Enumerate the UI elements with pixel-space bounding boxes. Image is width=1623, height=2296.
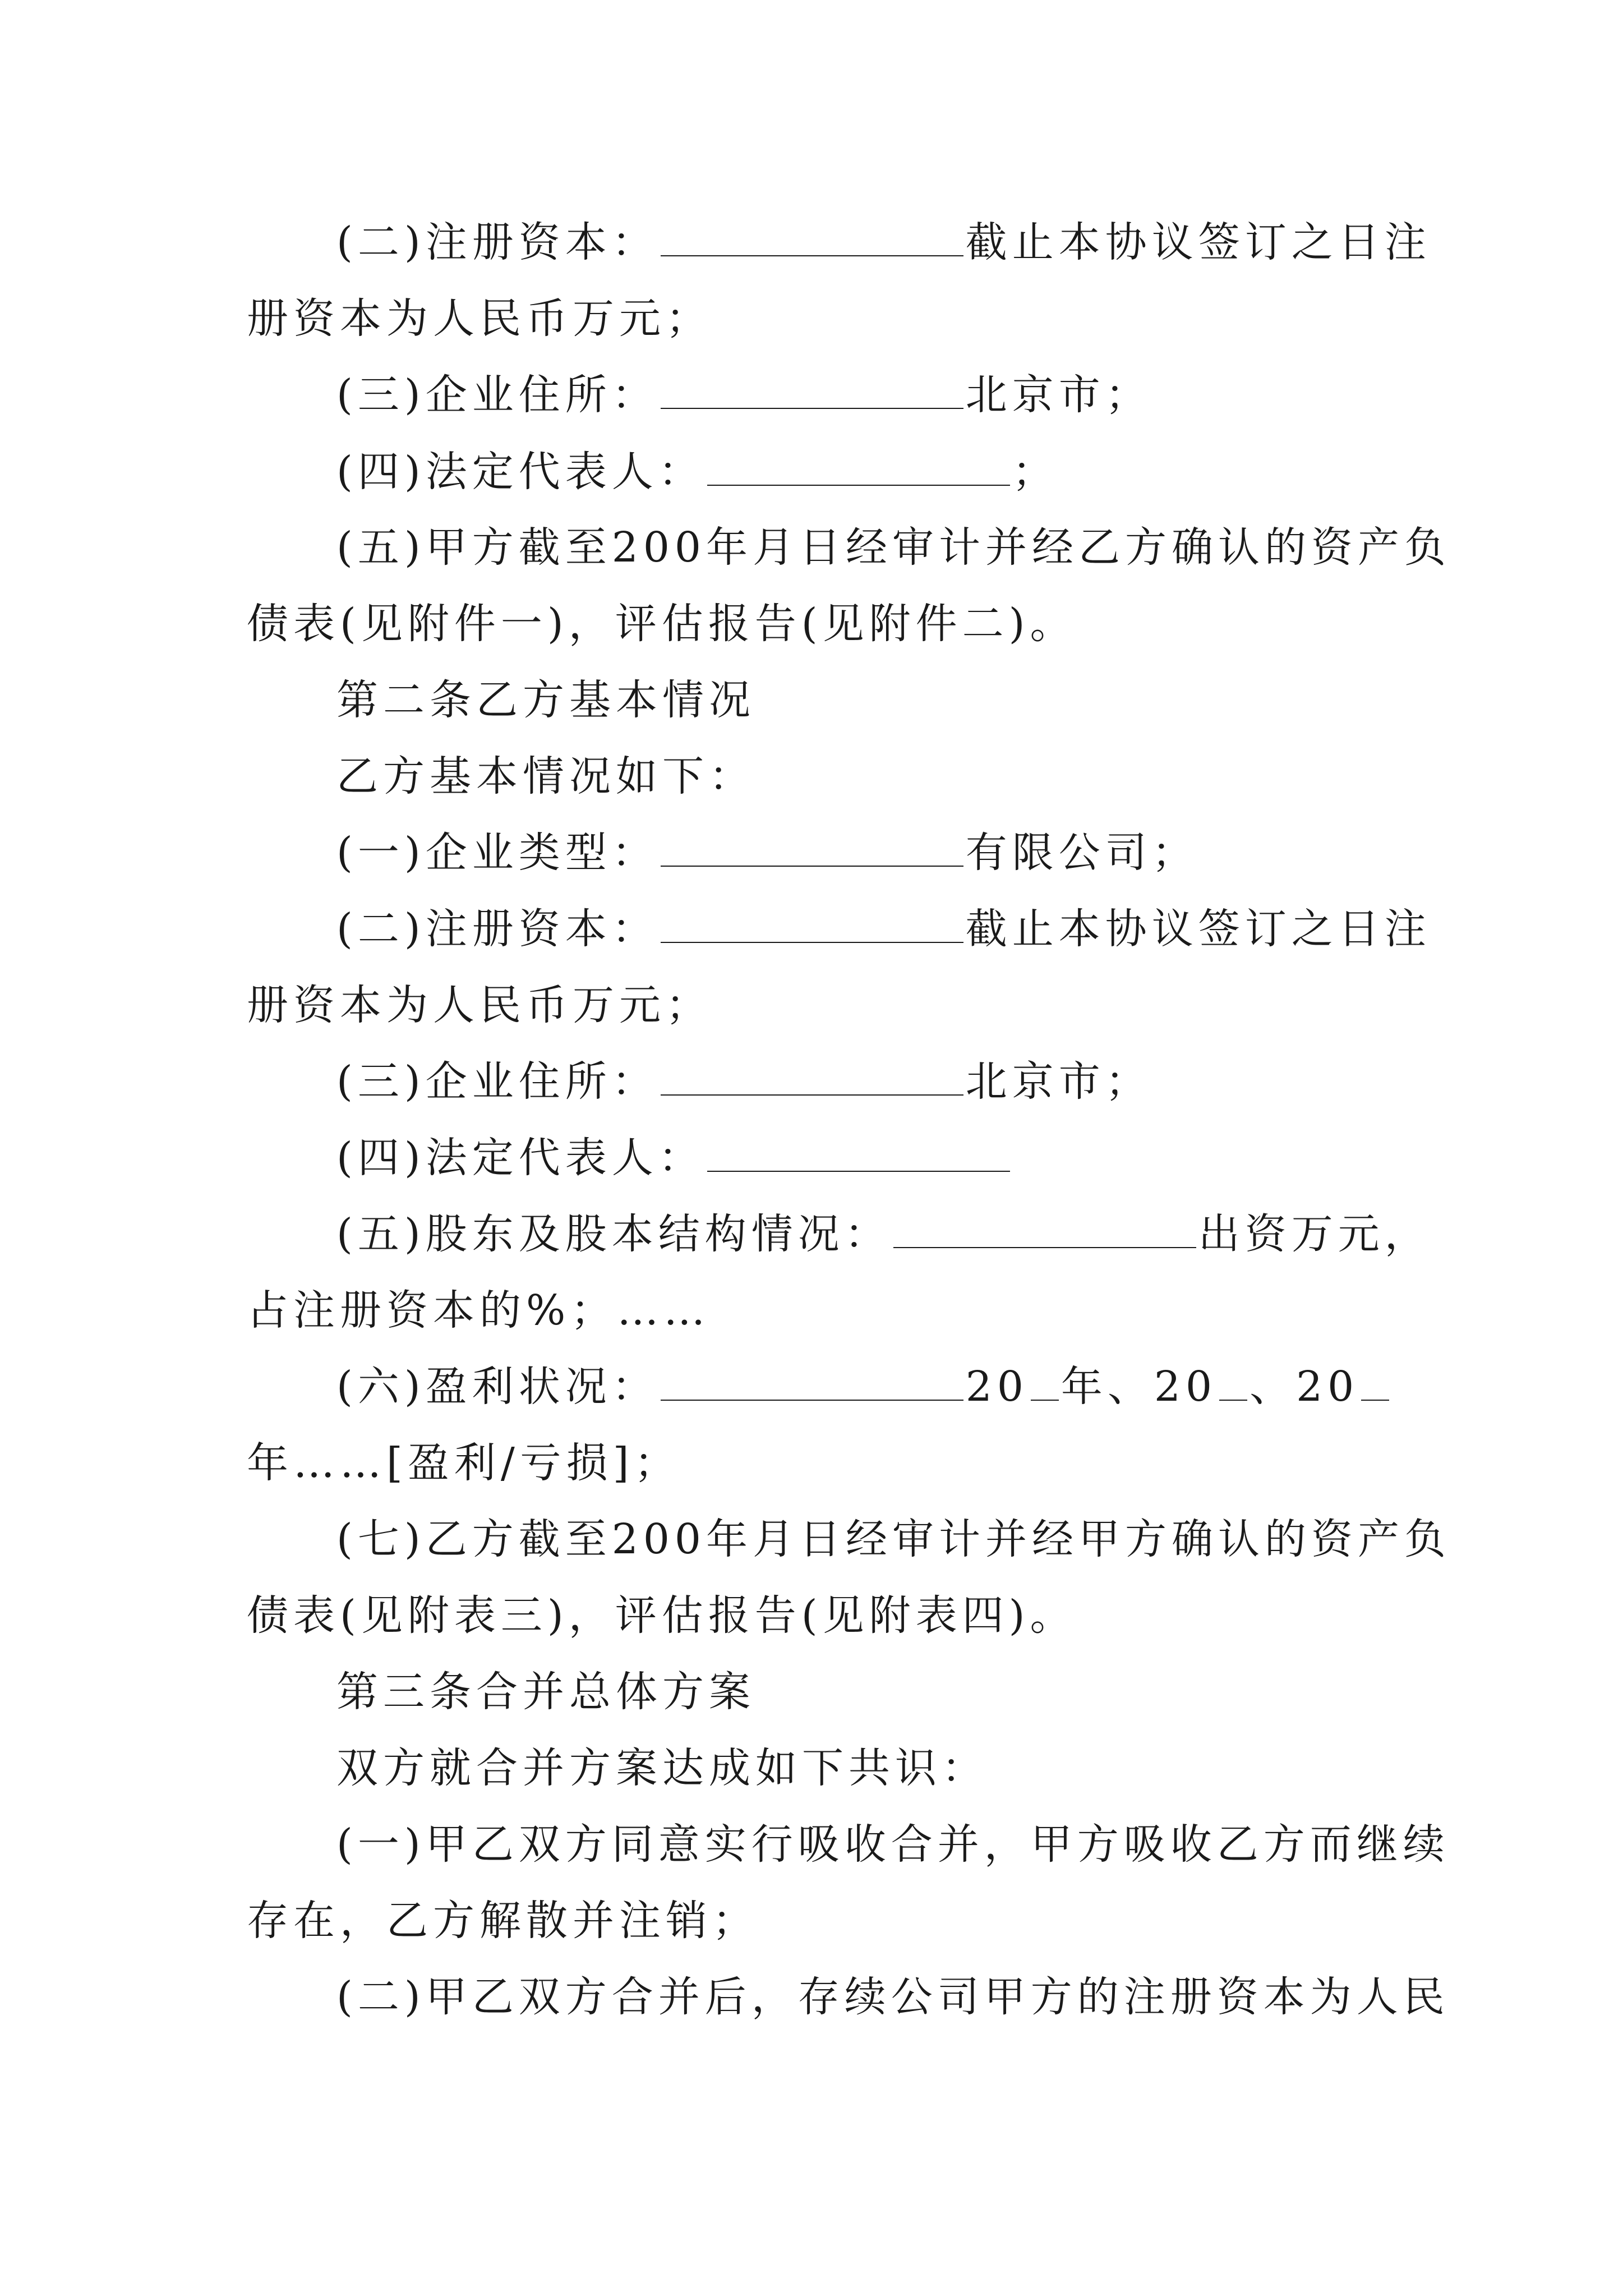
text-line: (五)甲方截至200年月日经审计并经乙方确认的资产负 [336,523,1451,572]
text-line: 双方就合并方案达成如下共识： [336,1744,988,1792]
fill-blank [661,374,963,409]
fill-blank [893,1213,1196,1248]
fill-blank [661,222,963,256]
text-line: 占注册资本的%；…… [247,1286,711,1335]
fill-blank [1219,1366,1247,1401]
section-heading: 第二条乙方基本情况 [336,676,755,724]
text-line: (六)盈利状况： 20 年、20 、20 [336,1359,1391,1415]
text-line: (二)注册资本： 截止本协议签订之日注 [336,218,1431,266]
fill-blank [707,451,1010,486]
text-line: (一)甲乙双方同意实行吸收合并，甲方吸收乙方而继续 [336,1820,1450,1869]
fill-blank [661,832,963,867]
text-line: (五)股东及股本结构情况： 出资万元， [336,1210,1431,1258]
text-line: 册资本为人民币万元； [247,295,712,343]
fill-blank [1031,1366,1059,1401]
text-line: 乙方基本情况如下： [336,752,755,800]
fill-blank [661,908,963,943]
text-line: (三)企业住所： 北京市； [336,371,1152,419]
text-line: (二)注册资本： 截止本协议签订之日注 [336,905,1431,953]
fill-blank [661,1366,963,1401]
text-line: 债表(见附件一)，评估报告(见附件二)。 [247,600,1077,648]
text-line: (二)甲乙双方合并后，存续公司甲方的注册资本为人民 [336,1973,1450,2021]
fill-blank [661,1061,963,1096]
text-line: (四)法定代表人： [336,1130,1012,1186]
text-line: (四)法定代表人： ； [336,448,1059,496]
section-heading: 第三条合并总体方案 [336,1668,755,1716]
text-line: 年……[盈利/亏损]； [247,1439,681,1487]
text-line: 册资本为人民币万元； [247,981,712,1029]
text-line: 存在，乙方解散并注销； [247,1897,759,1945]
text-line: (七)乙方截至200年月日经审计并经甲方确认的资产负 [336,1515,1451,1563]
text-line: (三)企业住所： 北京市； [336,1057,1152,1106]
text-line: (一)企业类型： 有限公司； [336,829,1198,877]
text-line: 债表(见附表三)，评估报告(见附表四)。 [247,1591,1077,1640]
fill-blank [1361,1366,1389,1401]
fill-blank [707,1137,1010,1172]
